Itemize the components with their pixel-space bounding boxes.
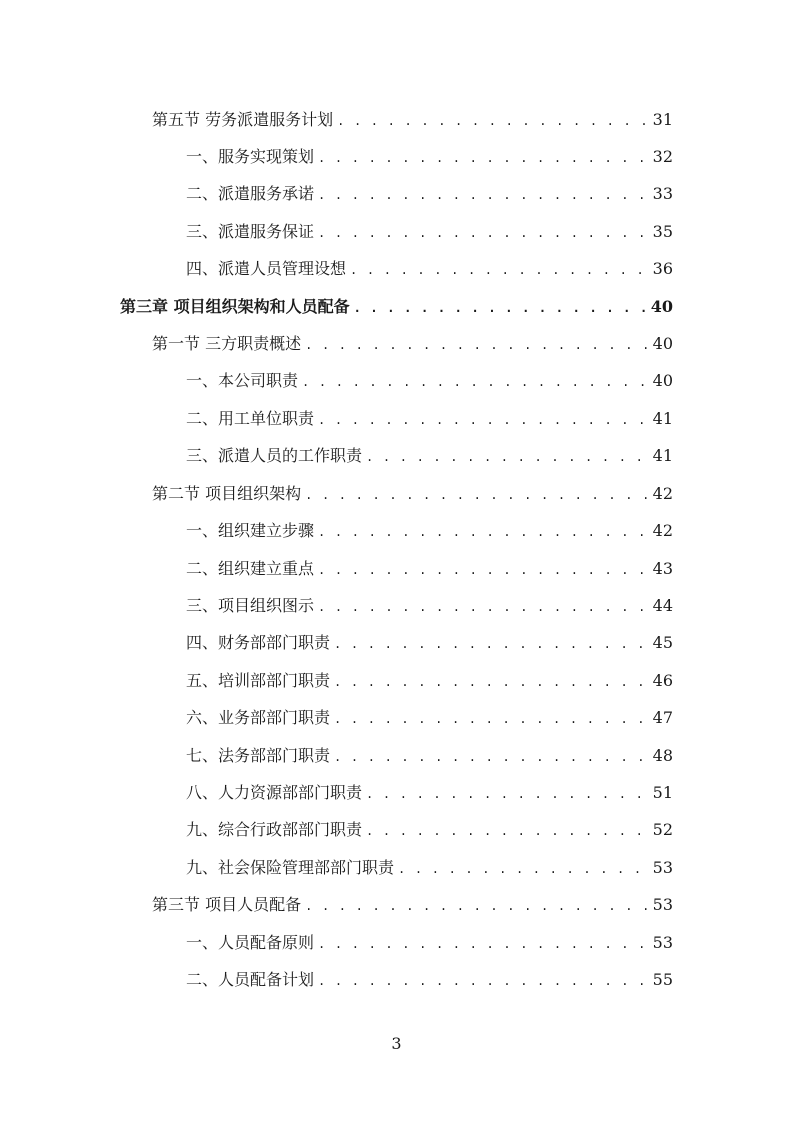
toc-page-number: 42 bbox=[652, 484, 673, 503]
toc-page-number: 44 bbox=[652, 596, 673, 615]
toc-entry-label: 二、用工单位职责 bbox=[186, 409, 315, 428]
toc-entry-label: 八、人力资源部部门职责 bbox=[186, 783, 363, 802]
toc-entry[interactable] bbox=[186, 220, 673, 244]
toc-page-number: 32 bbox=[652, 147, 673, 166]
toc-dot-leader bbox=[318, 595, 649, 619]
toc-dot-leader bbox=[318, 520, 649, 544]
toc-dot-leader bbox=[398, 857, 649, 881]
toc-dot-leader bbox=[366, 819, 649, 843]
toc-page-number: 41 bbox=[652, 446, 673, 465]
toc-dot-leader bbox=[318, 558, 649, 582]
toc-entry[interactable] bbox=[186, 557, 673, 581]
toc-entry[interactable] bbox=[186, 781, 673, 805]
toc-entry-label: 四、财务部部门职责 bbox=[186, 633, 331, 652]
toc-entry-label: 四、派遣人员管理设想 bbox=[186, 259, 347, 278]
toc-page-number: 41 bbox=[652, 409, 673, 428]
toc-dot-leader bbox=[334, 707, 649, 731]
toc-entry[interactable] bbox=[152, 108, 673, 132]
toc-page-number: 31 bbox=[652, 110, 673, 129]
toc-entry-label: 第二节 项目组织架构 bbox=[152, 484, 302, 503]
toc-entry-label: 九、综合行政部部门职责 bbox=[186, 820, 363, 839]
toc-entry[interactable] bbox=[186, 669, 673, 693]
toc-dot-leader bbox=[318, 146, 649, 170]
toc-entry[interactable] bbox=[186, 444, 673, 468]
toc-dot-leader bbox=[350, 258, 649, 282]
toc-dot-leader bbox=[305, 333, 649, 357]
toc-dot-leader bbox=[334, 745, 649, 769]
toc-entry-label: 一、组织建立步骤 bbox=[186, 521, 315, 540]
toc-entry-label: 九、社会保险管理部部门职责 bbox=[186, 858, 395, 877]
toc-page-number: 33 bbox=[652, 184, 673, 203]
toc-entry-label: 三、派遣人员的工作职责 bbox=[186, 446, 363, 465]
toc-entry[interactable] bbox=[152, 332, 673, 356]
toc-dot-leader bbox=[337, 109, 649, 133]
toc-entry[interactable] bbox=[186, 968, 673, 992]
toc-page-number: 40 bbox=[652, 334, 673, 353]
page-number-footer: 3 bbox=[391, 1034, 402, 1053]
toc-entry-label: 二、人员配备计划 bbox=[186, 970, 315, 989]
toc-entry[interactable] bbox=[152, 893, 673, 917]
toc-dot-leader bbox=[334, 632, 649, 656]
toc-dot-leader bbox=[305, 894, 649, 918]
toc-page-number: 51 bbox=[652, 783, 673, 802]
toc-page-number: 53 bbox=[652, 933, 673, 952]
toc-dot-leader bbox=[318, 969, 649, 993]
toc-entry[interactable] bbox=[186, 744, 673, 768]
toc-dot-leader bbox=[318, 183, 649, 207]
toc-dot-leader bbox=[354, 296, 647, 320]
toc-page-number: 48 bbox=[652, 746, 673, 765]
toc-entry-label: 六、业务部部门职责 bbox=[186, 708, 331, 727]
toc-dot-leader bbox=[305, 483, 649, 507]
toc-entry[interactable] bbox=[186, 407, 673, 431]
toc-page-number: 55 bbox=[652, 970, 673, 989]
toc-dot-leader bbox=[318, 408, 649, 432]
toc-entry[interactable] bbox=[186, 519, 673, 543]
toc-page-number: 53 bbox=[652, 858, 673, 877]
toc-dot-leader bbox=[334, 670, 649, 694]
toc-page-number: 36 bbox=[652, 259, 673, 278]
toc-entry[interactable] bbox=[186, 706, 673, 730]
toc-entry-label: 三、项目组织图示 bbox=[186, 596, 315, 615]
toc-entry[interactable] bbox=[152, 482, 673, 506]
toc-entry-label: 一、人员配备原则 bbox=[186, 933, 315, 952]
toc-entry-label: 第五节 劳务派遣服务计划 bbox=[152, 110, 334, 129]
toc-entry[interactable] bbox=[186, 931, 673, 955]
toc-page-number: 52 bbox=[652, 820, 673, 839]
toc-entry-label: 七、法务部部门职责 bbox=[186, 746, 331, 765]
toc-page-number: 35 bbox=[652, 222, 673, 241]
toc-page-number: 46 bbox=[652, 671, 673, 690]
toc-dot-leader bbox=[366, 445, 649, 469]
toc-entry-label: 二、组织建立重点 bbox=[186, 559, 315, 578]
toc-entry-label: 三、派遣服务保证 bbox=[186, 222, 315, 241]
toc-entry[interactable] bbox=[186, 818, 673, 842]
toc-dot-leader bbox=[318, 221, 649, 245]
toc-page-number: 40 bbox=[652, 371, 673, 390]
toc-chapter-entry[interactable] bbox=[120, 295, 673, 319]
toc-entry-label: 一、服务实现策划 bbox=[186, 147, 315, 166]
toc-page-number: 45 bbox=[652, 633, 673, 652]
toc-entry-label: 二、派遣服务承诺 bbox=[186, 184, 315, 203]
toc-page-number: 43 bbox=[652, 559, 673, 578]
toc-entry[interactable] bbox=[186, 594, 673, 618]
toc-page-number: 53 bbox=[652, 895, 673, 914]
toc-page-number: 47 bbox=[652, 708, 673, 727]
toc-entry[interactable] bbox=[186, 631, 673, 655]
toc-dot-leader bbox=[302, 370, 649, 394]
toc-entry-label: 五、培训部部门职责 bbox=[186, 671, 331, 690]
toc-dot-leader bbox=[366, 782, 649, 806]
toc-entry-label: 第三节 项目人员配备 bbox=[152, 895, 302, 914]
toc-entry-label: 一、本公司职责 bbox=[186, 371, 299, 390]
toc-entry[interactable] bbox=[186, 257, 673, 281]
toc-entry-label: 第一节 三方职责概述 bbox=[152, 334, 302, 353]
toc-entry[interactable] bbox=[186, 145, 673, 169]
toc-entry-label: 第三章 项目组织架构和人员配备 bbox=[120, 297, 350, 316]
toc-page-number: 40 bbox=[650, 297, 673, 316]
toc-entry[interactable] bbox=[186, 856, 673, 880]
toc-page-number: 42 bbox=[652, 521, 673, 540]
toc-entry[interactable] bbox=[186, 182, 673, 206]
toc-entry[interactable] bbox=[186, 369, 673, 393]
toc-dot-leader bbox=[318, 932, 649, 956]
